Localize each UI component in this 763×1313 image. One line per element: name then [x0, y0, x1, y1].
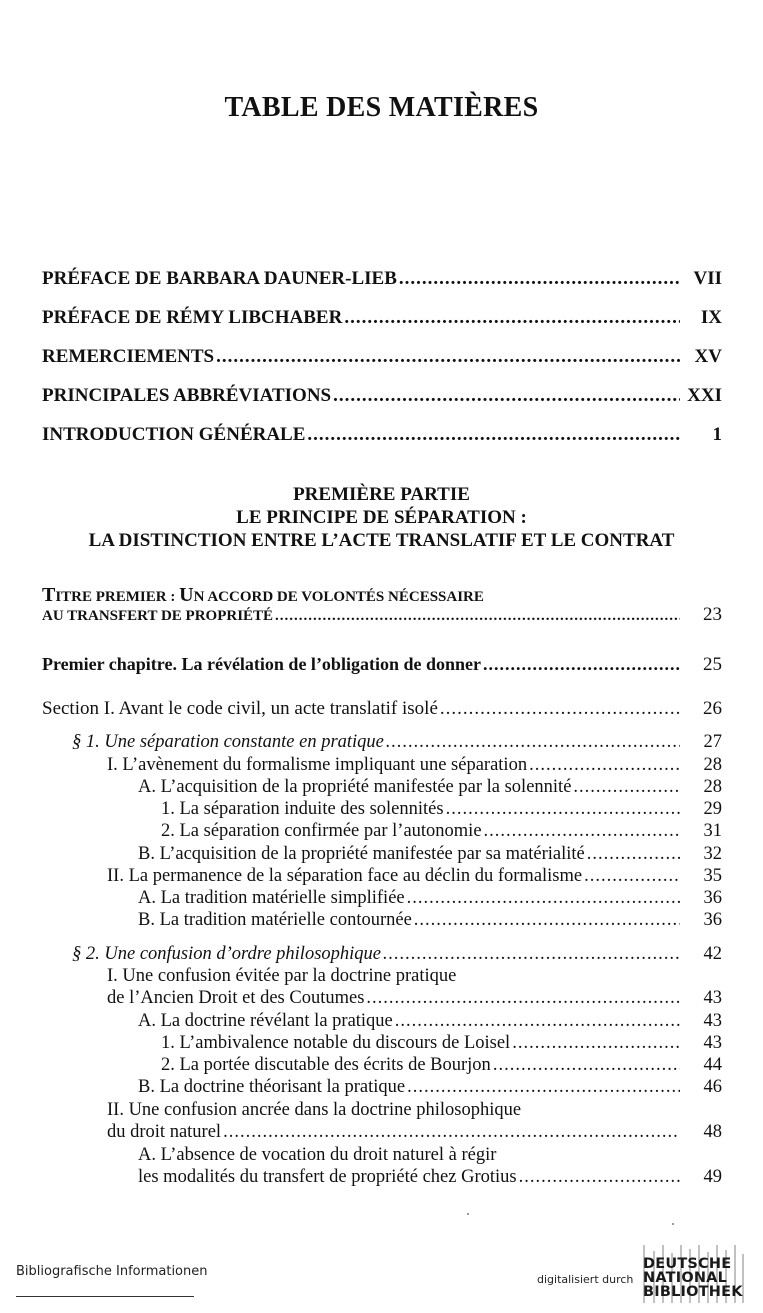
entry-page: 32: [703, 844, 722, 864]
entry-label: du droit naturel: [107, 1122, 222, 1142]
entry-page: 44: [703, 1055, 722, 1075]
entry-page: 49: [703, 1167, 722, 1187]
entry-label: 1. L’ambivalence notable du discours de Loisel: [161, 1033, 511, 1053]
titre-initial-t: T: [42, 584, 56, 606]
dnb-logo-line-2: NATIONAL: [643, 1270, 728, 1286]
toc-entry-subdivision: [161, 1033, 722, 1054]
entry-page: 1: [712, 424, 722, 445]
entry-page: XV: [694, 346, 722, 367]
entry-page: IX: [700, 307, 722, 328]
dot-leader: [395, 1011, 680, 1032]
entry-page: 27: [703, 732, 722, 752]
toc-entry-introduction: [42, 424, 722, 446]
entry-label: INTRODUCTION GÉNÉRALE: [42, 424, 306, 445]
toc-entry-subdivision: [138, 1167, 722, 1188]
entry-page: 36: [703, 888, 722, 908]
dot-leader: [483, 654, 680, 675]
toc-entry-section: [42, 698, 722, 720]
toc-entry-subdivision: [161, 1055, 722, 1076]
page-title: TABLE DES MATIÈRES: [224, 92, 539, 123]
dot-leader: [333, 385, 680, 407]
dot-leader: [512, 1033, 680, 1054]
entry-label: B. La doctrine théorisant la pratique: [138, 1077, 406, 1097]
dot-leader: [344, 307, 680, 329]
entry-label: 1. La séparation induite des solennités: [161, 799, 444, 819]
entry-page: 35: [703, 866, 722, 886]
entry-label: I. L’avènement du formalisme impliquant une séparation: [107, 755, 528, 775]
dot-leader: [484, 821, 680, 842]
dot-leader: [386, 732, 680, 753]
toc-entry-remerciements: [42, 346, 722, 368]
toc-entry-subdivision: [138, 910, 722, 931]
part-heading: PREMIÈRE PARTIE: [293, 484, 470, 505]
dot-leader: [275, 608, 680, 625]
toc-entry-subdivision-line1: A. L’absence de vocation du droit naturel à régir: [138, 1145, 497, 1165]
entry-label: A. La tradition matérielle simplifiée: [138, 888, 405, 908]
entry-page: 36: [703, 910, 722, 930]
entry-label: 2. La séparation confirmée par l’autonomie: [161, 821, 482, 841]
entry-label: Premier chapitre. La révélation de l’obligation de donner: [42, 654, 481, 674]
dnb-logo-line-3: BIBLIOTHEK: [643, 1284, 743, 1300]
dnb-logo-text: [643, 1257, 743, 1299]
toc-entry-abbreviations: [42, 385, 722, 407]
entry-label: B. L’acquisition de la propriété manifestée par sa matérialité: [138, 844, 585, 864]
dot-leader: [414, 910, 680, 931]
digitized-by-label: digitalisiert durch: [537, 1273, 634, 1286]
toc-entry-chapter: [42, 654, 722, 676]
dot-leader: [366, 988, 680, 1009]
entry-label: les modalités du transfert de propriété chez Grotius: [138, 1167, 517, 1187]
entry-page: 25: [703, 654, 722, 675]
toc-entry-subdivision-line1: II. Une confusion ancrée dans la doctrine philosophique: [107, 1100, 522, 1120]
entry-label: Section I. Avant le code civil, un acte translatif isolé: [42, 698, 438, 719]
toc-entry-subdivision: [107, 988, 722, 1009]
toc-entry-subdivision: [138, 777, 722, 798]
part-subtitle-2: LA DISTINCTION ENTRE L’ACTE TRANSLATIF ET LE CONTRAT: [88, 530, 675, 551]
entry-page: 43: [703, 988, 722, 1008]
dot-leader: [383, 944, 680, 965]
entry-page: XXI: [687, 385, 722, 406]
dot-leader: [587, 844, 680, 865]
entry-label: A. L’acquisition de la propriété manifestée par la solennité: [138, 777, 572, 797]
entry-page: 29: [703, 799, 722, 819]
entry-page: 28: [703, 755, 722, 775]
toc-entry-subdivision: [107, 755, 722, 776]
toc-entry-paragraph: [72, 732, 722, 753]
dot-leader: [399, 268, 680, 290]
dot-leader: [407, 1077, 680, 1098]
toc-entry-subdivision: [138, 844, 722, 865]
entry-page: 23: [703, 604, 722, 625]
toc-entry-titre: [42, 604, 722, 626]
toc-entry-subdivision: [161, 821, 722, 842]
dot-leader: [493, 1055, 680, 1076]
dot-leader: [573, 777, 680, 798]
entry-label: de l’Ancien Droit et des Coutumes: [107, 988, 365, 1008]
titre-initial-u: U: [179, 584, 194, 606]
dot-leader: [446, 799, 680, 820]
entry-label: PRÉFACE DE RÉMY LIBCHABER: [42, 307, 343, 328]
scan-speck: [467, 1213, 469, 1215]
entry-page: 48: [703, 1122, 722, 1142]
dot-leader: [307, 424, 680, 446]
toc-entry-subdivision: [107, 1122, 722, 1143]
entry-page: 46: [703, 1077, 722, 1097]
dot-leader: [584, 866, 680, 887]
entry-page: VII: [693, 268, 722, 289]
toc-entry-subdivision: [138, 1011, 722, 1032]
entry-label: AU TRANSFERT DE PROPRIÉTÉ: [42, 608, 274, 624]
entry-page: 28: [703, 777, 722, 797]
entry-page: 43: [703, 1011, 722, 1031]
entry-page: 42: [703, 944, 722, 964]
toc-entry-subdivision: [138, 1077, 722, 1098]
toc-entry-subdivision-line1: I. Une confusion évitée par la doctrine pratique: [107, 966, 457, 986]
entry-label: PRÉFACE DE BARBARA DAUNER-LIEB: [42, 268, 397, 289]
toc-entry-subdivision: [161, 799, 722, 820]
entry-label: II. La permanence de la séparation face au déclin du formalisme: [107, 866, 583, 886]
entry-label: PRINCIPALES ABBRÉVIATIONS: [42, 385, 332, 406]
part-subtitle: LE PRINCIPE DE SÉPARATION :: [236, 507, 527, 528]
dnb-logo[interactable]: [641, 1243, 751, 1305]
entry-label: A. La doctrine révélant la pratique: [138, 1011, 393, 1031]
dnb-logo-line-1: DEUTSCHE: [643, 1256, 732, 1272]
entry-label: 2. La portée discutable des écrits de Bourjon: [161, 1055, 491, 1075]
toc-entry-subdivision: [138, 888, 722, 909]
toc-entry-subdivision: [107, 866, 722, 887]
dot-leader: [529, 755, 680, 776]
toc-entry-preface-libchaber: [42, 307, 722, 329]
toc-entry-paragraph: [72, 944, 722, 965]
dot-leader: [519, 1167, 680, 1188]
dot-leader: [223, 1122, 680, 1143]
toc-entry-preface-dauner-lieb: [42, 268, 722, 290]
titre-smallcaps-1: ITRE PREMIER :: [55, 589, 180, 605]
bibliographic-info-link[interactable]: Bibliografische Informationen: [16, 1264, 208, 1279]
scan-speck: [672, 1223, 674, 1225]
dot-leader: [407, 888, 680, 909]
entry-page: 31: [703, 821, 722, 841]
entry-label: § 1. Une séparation constante en pratique: [72, 732, 384, 752]
entry-label: B. La tradition matérielle contournée: [138, 910, 412, 930]
dot-leader: [216, 346, 680, 368]
entry-page: 26: [703, 698, 722, 719]
titre-smallcaps-2: N ACCORD DE VOLONTÉS NÉCESSAIRE: [193, 589, 484, 605]
footer-divider: [16, 1296, 194, 1297]
entry-page: 43: [703, 1033, 722, 1053]
entry-label: REMERCIEMENTS: [42, 346, 215, 367]
entry-label: § 2. Une confusion d’ordre philosophique: [72, 944, 381, 964]
dot-leader: [440, 698, 680, 720]
